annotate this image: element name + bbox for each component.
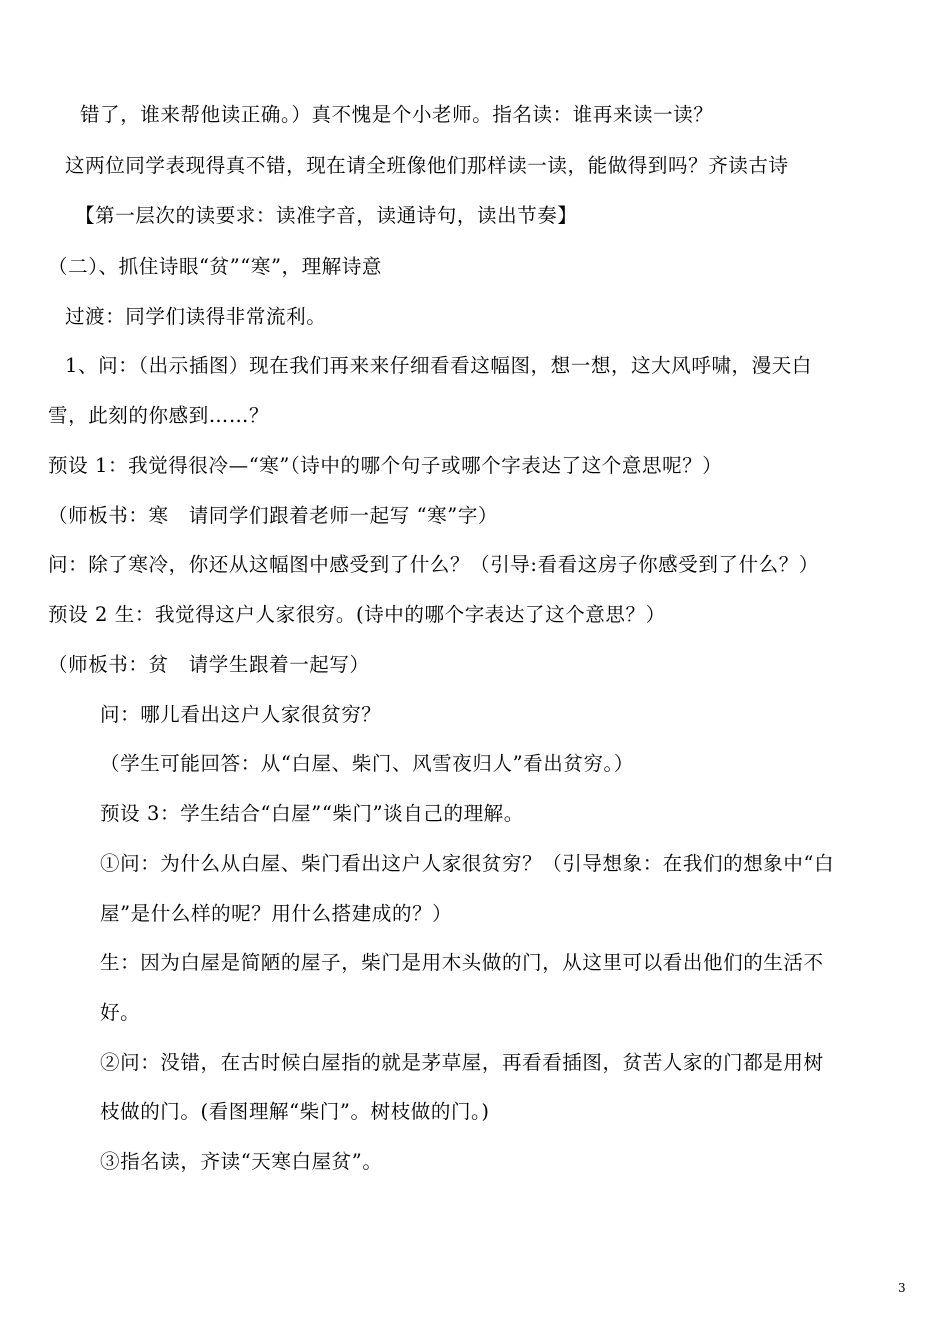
text-line: 问：除了寒冷，你还从这幅图中感受到了什么？（引导:看看这房子你感受到了什么？）: [48, 553, 819, 576]
text-line: 枝做的门。(看图理解“柴门”。树枝做的门。): [100, 1100, 490, 1123]
section-heading: （二）、抓住诗眼“贫”“寒”，理解诗意: [48, 255, 383, 278]
text-line: 【第一层次的读要求：读准字音，读通诗句，读出节奏】: [75, 204, 578, 227]
text-line: 错了，谁来帮他读正确。）真不愧是个小老师。指名读：谁再来读一读？: [80, 103, 714, 126]
text-line: 问：哪儿看出这户人家很贫穷？: [100, 703, 382, 726]
text-line: 生：因为白屋是简陋的屋子，柴门是用木头做的门，从这里可以看出他们的生活不: [100, 951, 824, 974]
text-line: 预设 1：我觉得很冷—“寒”（诗中的哪个句子或哪个字表达了这个意思呢？）: [48, 454, 723, 477]
page-number: 3: [898, 1281, 906, 1295]
text-line: 1、问：（出示插图）现在我们再来来仔细看看这幅图，想一想，这大风呼啸，漫天白: [65, 354, 812, 377]
text-line: （学生可能回答：从“白屋、柴门、风雪夜归人”看出贫穷。）: [100, 752, 634, 775]
text-line: 这两位同学表现得真不错，现在请全班像他们那样读一读，能做得到吗？齐读古诗: [65, 154, 789, 177]
text-line: 过渡：同学们读得非常流利。: [65, 305, 327, 328]
text-line: ①问：为什么从白屋、柴门看出这户人家很贫穷？（引导想象：在我们的想象中“白: [100, 852, 835, 875]
text-line: 预设 2 生：我觉得这户人家很穷。(诗中的哪个字表达了这个意思？）: [48, 603, 666, 626]
text-line: 雪，此刻的你感到……？: [48, 404, 270, 427]
text-line: 好。: [100, 1001, 141, 1024]
text-line: （师板书：贫 请学生跟着一起写）: [48, 653, 370, 676]
text-line: ②问：没错，在古时候白屋指的就是茅草屋，再看看插图，贫苦人家的门都是用树: [100, 1051, 824, 1074]
text-line: 屋”是什么样的呢？用什么搭建成的？）: [100, 902, 453, 925]
text-line: （师板书：寒 请同学们跟着老师一起写 “寒”字）: [48, 504, 499, 527]
text-line: ③指名读，齐读“天寒白屋贫”。: [100, 1150, 383, 1173]
text-line: 预设 3：学生结合“白屋”“柴门”谈自己的理解。: [100, 802, 524, 825]
